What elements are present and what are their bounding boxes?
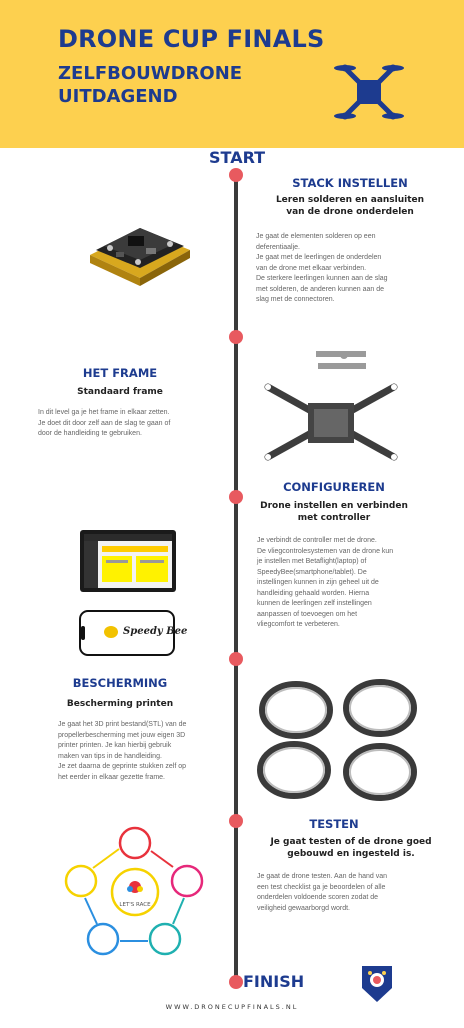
timeline-dot [229, 652, 243, 666]
start-label: START [209, 148, 266, 167]
section-title-protection: BESCHERMING [72, 676, 168, 690]
section-body-frame [38, 408, 228, 440]
drone-frame-image [256, 345, 406, 470]
section-body-configure [257, 536, 452, 631]
body-line: Je gaat de elementen solderen op een [256, 233, 376, 240]
subtitle-line-2: met controller [297, 513, 371, 523]
section-subtitle-frame: Standaard frame [77, 387, 163, 397]
section-title-stack: STACK INSTELLEN [292, 176, 408, 190]
footer-url: WWW.DRONECUPFINALS.NL [165, 1003, 299, 1011]
body-line: een test checklist ga je beoordelen of alle [257, 883, 386, 891]
section-subtitle-testing [246, 836, 456, 860]
body-line: het eerder in elkaar gezette frame. [58, 773, 166, 781]
subtitle-line-1: Je gaat testen of de drone goed [270, 837, 432, 847]
section-subtitle-stack [250, 194, 450, 218]
body-line: Je gaat het 3D print bestand(STL) van de [58, 721, 187, 728]
body-line: Je gaat de drone testen. Aan de hand van [257, 873, 387, 880]
section-body-protection [58, 720, 238, 783]
section-body-testing [257, 872, 447, 914]
finish-label: FINISH [243, 972, 305, 991]
body-line: printer printen. Je kan hierbij gebruik [58, 742, 172, 749]
subtitle-line-2: gebouwd en ingesteld is. [287, 849, 415, 859]
section-title-configure: CONFIGUREREN [283, 480, 385, 494]
body-line: propellerbescherming met jouw eigen 3D [58, 731, 186, 739]
body-line: Je zet daarna de geprinte stukken zelf op [58, 763, 187, 770]
section-title-testing: TESTEN [309, 817, 359, 831]
propeller-guard-image [256, 676, 420, 804]
flight-controller-stack-image [80, 210, 200, 290]
race-cycle-diagram [60, 826, 210, 956]
body-line: slag met de connectoren. [256, 296, 335, 303]
body-line: vliegcomfort te verbeteren. [257, 621, 340, 628]
section-body-stack [256, 232, 446, 306]
body-line: Je doet dit door zelf aan de slag te gaan of [38, 419, 171, 427]
drone-icon [333, 56, 405, 128]
timeline-line [234, 170, 238, 986]
body-line: maken van tips in de handleiding. [58, 752, 162, 760]
body-line: SpeedyBee(smartphone/tablet). De [257, 568, 367, 576]
timeline-dot [229, 330, 243, 344]
body-line: In dit level ga je het frame in elkaar zetten. [38, 409, 170, 416]
body-line: kunnen de leerlingen zelf instellingen [257, 600, 372, 607]
body-line: je instellen met Betaflight(laptop) of [257, 558, 367, 565]
body-line: veiligheid gewaarborgd wordt. [257, 904, 350, 912]
body-line: Je gaat met de leerlingen de onderdelen [256, 254, 382, 261]
subtitle-line-2: van de drone onderdelen [286, 207, 414, 217]
body-line: Je verbindt de controller met de drone. [257, 537, 377, 544]
timeline-dot [229, 975, 243, 989]
body-line: instellingen kunnen in zijn geheel uit de [257, 579, 379, 586]
subtitle-line-1: Leren solderen en aansluiten [275, 195, 425, 205]
page-subtitle [58, 62, 242, 108]
body-line: onderdelen voldoende scoren zodat de [257, 894, 379, 901]
section-subtitle-protection: Bescherming printen [66, 699, 174, 709]
section-title-frame: HET FRAME [82, 366, 158, 380]
header-banner [0, 0, 464, 148]
subtitle-line-1: ZELFBOUWDRONE [58, 63, 243, 84]
body-line: handleiding gehaald worden. Hierna [257, 589, 370, 597]
body-line: De vliegcontrolesystemen van de drone kun [257, 547, 394, 555]
page-title: DRONE CUP FINALS [58, 25, 325, 53]
subtitle-line-1: Drone instellen en verbinden [260, 501, 408, 511]
subtitle-line-2: UITDAGEND [58, 86, 178, 107]
body-line: van de drone met elkaar verbinden. [256, 264, 367, 272]
drone-cup-logo [360, 964, 394, 1004]
body-line: met solderen, de anderen kunnen aan de [256, 285, 385, 293]
body-line: aanpassen of toevoegen om het [257, 610, 358, 618]
body-line: deferentiaalje. [256, 243, 300, 251]
cycle-center-text: LET'S RACE [119, 902, 151, 908]
body-line: De sterkere leerlingen kunnen aan de slag [256, 275, 388, 282]
section-subtitle-configure [234, 500, 434, 524]
speedybee-logo-text: Speedy Bee [123, 626, 188, 637]
laptop-betaflight-image [80, 530, 176, 592]
smartphone-speedybee-image [79, 610, 188, 656]
timeline-dot [229, 168, 243, 182]
body-line: door de handleiding te gebruiken. [38, 430, 142, 437]
